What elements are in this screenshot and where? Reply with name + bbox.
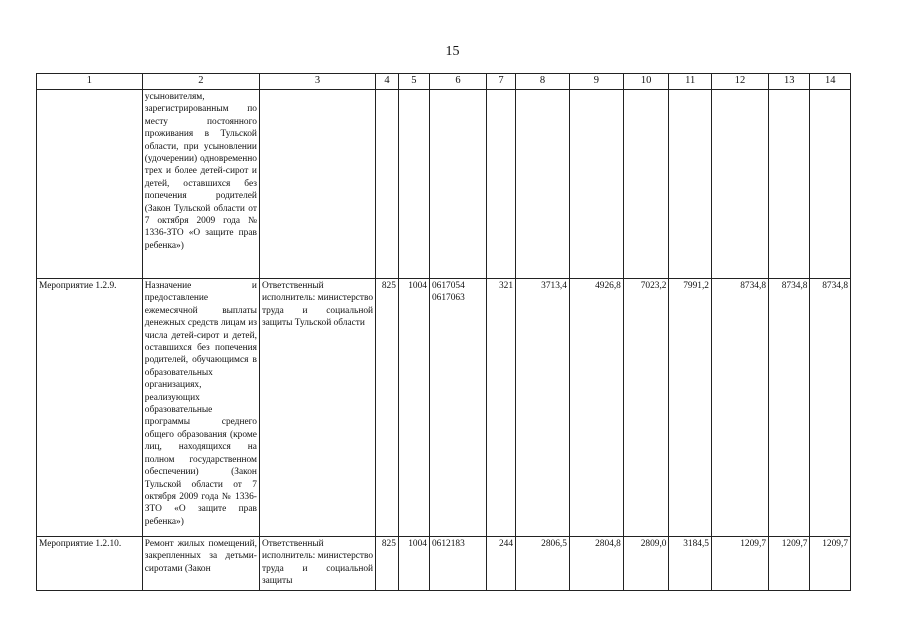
executor-cell bbox=[259, 90, 375, 279]
value-cell-10: 2809,0 bbox=[623, 537, 669, 591]
value-cell-4 bbox=[376, 90, 399, 279]
value-cell-11: 3184,5 bbox=[669, 537, 712, 591]
value-cell-13: 1209,7 bbox=[769, 537, 810, 591]
value-cell-5 bbox=[398, 90, 429, 279]
value-cell-5: 1004 bbox=[398, 537, 429, 591]
table-row bbox=[37, 537, 851, 591]
value-cell-7 bbox=[487, 90, 516, 279]
header-cell-12: 12 bbox=[711, 74, 768, 90]
measure-cell: Мероприятие 1.2.9. bbox=[37, 279, 143, 537]
value-cell-13: 8734,8 bbox=[769, 279, 810, 537]
header-cell-3: 3 bbox=[259, 74, 375, 90]
value-cell-14: 8734,8 bbox=[810, 279, 851, 537]
header-cell-1: 1 bbox=[37, 74, 143, 90]
description-cell: Назначение и предоставление ежемесячной выплаты денежных средств лицам из числа детей-сирот и детей, оставшихся без попечения родителей, обучающимся в образовательных организациях, реализующих образовательные программы среднего общего образования (кроме лиц, находящихся на полном государственном обеспечении) (Закон Тульской области от 7 октября 2009 года № 1336-ЗТО «О защите прав ребенка») bbox=[142, 279, 259, 537]
measure-cell: Мероприятие 1.2.10. bbox=[37, 537, 143, 591]
value-cell-12 bbox=[711, 90, 768, 279]
table-row bbox=[37, 279, 851, 537]
value-cell-8 bbox=[516, 90, 570, 279]
value-cell-6: 0612183 bbox=[429, 537, 486, 591]
value-cell-10 bbox=[623, 90, 669, 279]
value-cell-12: 8734,8 bbox=[711, 279, 768, 537]
value-cell-7: 244 bbox=[487, 537, 516, 591]
header-row bbox=[37, 74, 851, 90]
value-cell-6 bbox=[429, 90, 486, 279]
header-cell-8: 8 bbox=[516, 74, 570, 90]
value-cell-14: 1209,7 bbox=[810, 537, 851, 591]
value-cell-8: 3713,4 bbox=[516, 279, 570, 537]
header-cell-4: 4 bbox=[376, 74, 399, 90]
value-cell-9: 4926,8 bbox=[569, 279, 623, 537]
description-cell: Ремонт жилых помещений, закрепленных за детьми-сиротами (Закон bbox=[142, 537, 259, 591]
page-number: 15 bbox=[445, 44, 460, 59]
executor-cell: Ответственный исполнитель: министерство труда и социальной защиты bbox=[259, 537, 375, 591]
value-cell-7: 321 bbox=[487, 279, 516, 537]
header-cell-6: 6 bbox=[429, 74, 486, 90]
value-cell-6: 0617054 0617063 bbox=[429, 279, 486, 537]
header-cell-14: 14 bbox=[810, 74, 851, 90]
value-cell-4: 825 bbox=[376, 279, 399, 537]
value-cell-14 bbox=[810, 90, 851, 279]
table-row bbox=[37, 90, 851, 279]
program-measures-table bbox=[36, 73, 851, 591]
header-cell-7: 7 bbox=[487, 74, 516, 90]
header-cell-11: 11 bbox=[669, 74, 712, 90]
value-cell-8: 2806,5 bbox=[516, 537, 570, 591]
executor-cell: Ответственный исполнитель: министерство труда и социальной защиты Тульской области bbox=[259, 279, 375, 537]
value-cell-9 bbox=[569, 90, 623, 279]
header-cell-5: 5 bbox=[398, 74, 429, 90]
value-cell-4: 825 bbox=[376, 537, 399, 591]
measure-cell bbox=[37, 90, 143, 279]
header-cell-10: 10 bbox=[623, 74, 669, 90]
value-cell-10: 7023,2 bbox=[623, 279, 669, 537]
value-cell-13 bbox=[769, 90, 810, 279]
value-cell-12: 1209,7 bbox=[711, 537, 768, 591]
header-cell-2: 2 bbox=[142, 74, 259, 90]
header-cell-9: 9 bbox=[569, 74, 623, 90]
description-cell: усыновителям, зарегистрированным по месту постоянного проживания в Тульской области, при усыновлении (удочерении) одновременно трех и более детей-сирот и детей, оставшихся без попечения родителей (Закон Тульской области от 7 октября 2009 года № 1336-ЗТО «О защите прав ребенка») bbox=[142, 90, 259, 279]
value-cell-11: 7991,2 bbox=[669, 279, 712, 537]
header-cell-13: 13 bbox=[769, 74, 810, 90]
value-cell-5: 1004 bbox=[398, 279, 429, 537]
value-cell-11 bbox=[669, 90, 712, 279]
value-cell-9: 2804,8 bbox=[569, 537, 623, 591]
